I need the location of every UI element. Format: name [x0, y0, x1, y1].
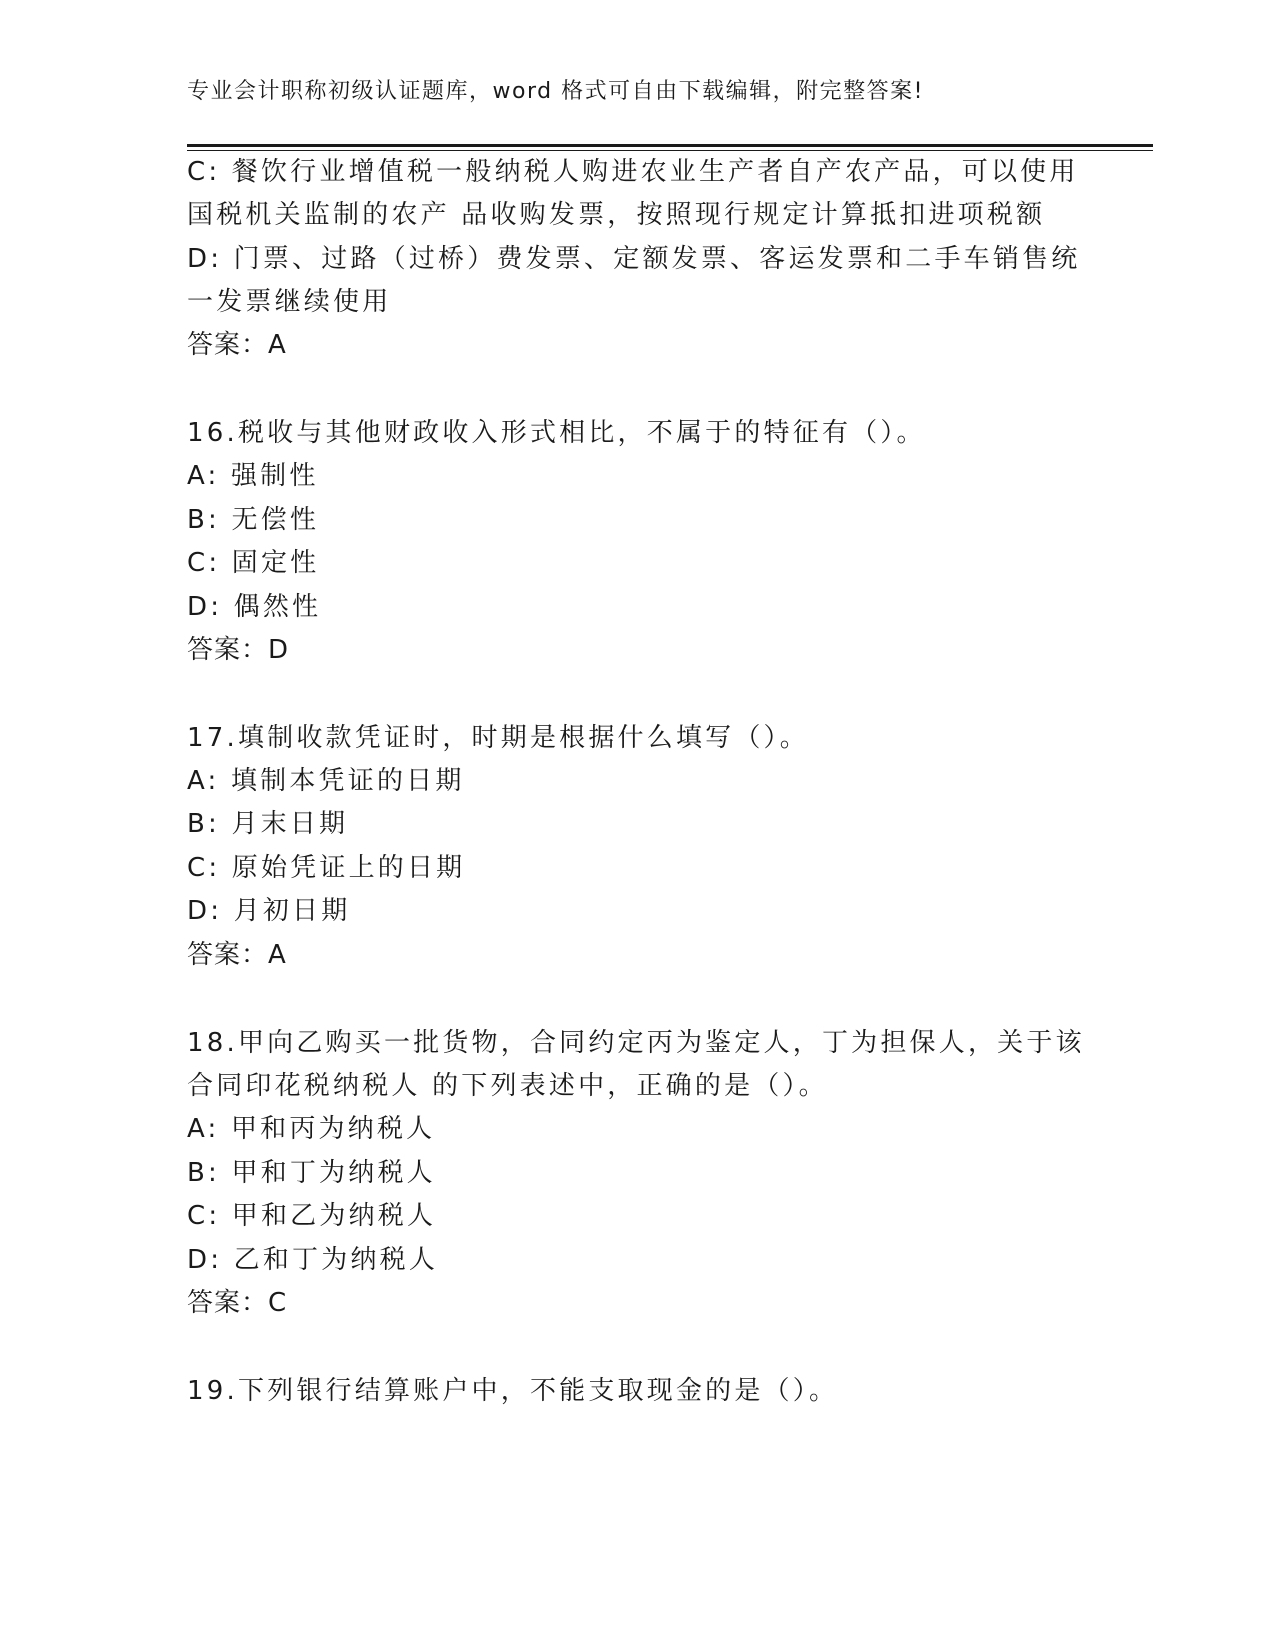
q16-answer: 答案：D [187, 635, 290, 665]
q18-answer: 答案：C [187, 1288, 288, 1318]
q18-option-b: B: 甲和丁为纳税人 [187, 1158, 436, 1188]
header-rule-thin [187, 150, 1153, 151]
page-header: 专业会计职称初级认证题库，word 格式可自由下载编辑，附完整答案! [187, 79, 924, 104]
q16-option-b: B: 无偿性 [187, 505, 320, 535]
q15-answer: 答案：A [187, 330, 287, 360]
q18-question-line2: 合同印花税纳税人 的下列表述中，正确的是（）。 [187, 1071, 828, 1101]
q17-option-c: C: 原始凭证上的日期 [187, 853, 466, 883]
q15-option-c-line2: 国税机关监制的农产 品收购发票，按照现行规定计算抵扣进项税额 [187, 200, 1046, 230]
header-rule-thick [187, 144, 1153, 147]
q17-option-d: D: 月初日期 [187, 896, 351, 926]
q15-option-d-line2: 一发票继续使用 [187, 287, 392, 317]
q16-option-a: A: 强制性 [187, 461, 319, 491]
q19-question: 19.下列银行结算账户中，不能支取现金的是（）。 [187, 1376, 839, 1406]
q16-option-c: C: 固定性 [187, 548, 320, 578]
q16-question: 16.税收与其他财政收入形式相比，不属于的特征有（）。 [187, 418, 926, 448]
q18-option-a: A: 甲和丙为纳税人 [187, 1114, 436, 1144]
q16-option-d: D: 偶然性 [187, 592, 322, 622]
q18-option-d: D: 乙和丁为纳税人 [187, 1245, 439, 1275]
q18-option-c: C: 甲和乙为纳税人 [187, 1201, 437, 1231]
q17-option-b: B: 月末日期 [187, 809, 349, 839]
q17-option-a: A: 填制本凭证的日期 [187, 766, 465, 796]
q18-question-line1: 18.甲向乙购买一批货物，合同约定丙为鉴定人，丁为担保人，关于该 [187, 1028, 1085, 1058]
q15-option-c-line1: C: 餐饮行业增值税一般纳税人购进农业生产者自产农产品，可以使用 [187, 157, 1079, 187]
q17-answer: 答案：A [187, 940, 287, 970]
q17-question: 17.填制收款凭证时，时期是根据什么填写（）。 [187, 723, 809, 753]
q15-option-d-line1: D: 门票、过路（过桥）费发票、定额发票、客运发票和二手车销售统 [187, 244, 1081, 274]
